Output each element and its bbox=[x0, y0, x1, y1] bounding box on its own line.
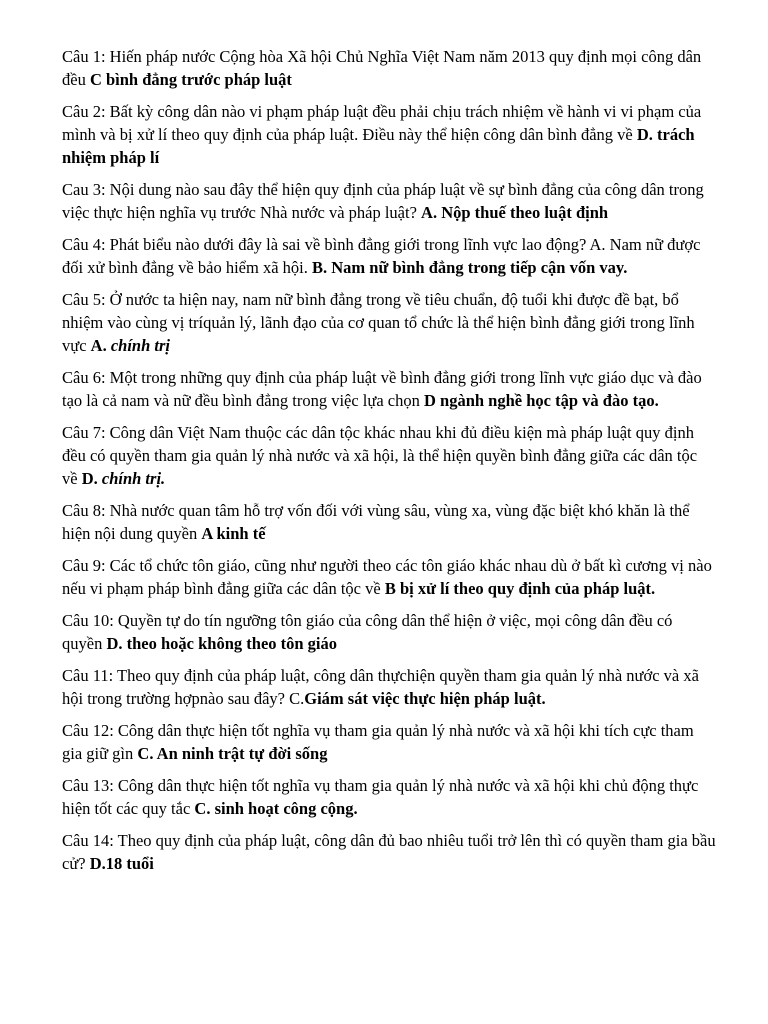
question-answer: B. Nam nữ bình đẳng trong tiếp cận vốn vay. bbox=[311, 258, 628, 277]
question-answer: C. sinh hoạt công cộng. bbox=[194, 799, 358, 818]
question-answer-italic: chính trị. bbox=[101, 469, 166, 488]
question-answer: D.18 tuổi bbox=[89, 854, 154, 873]
question-answer: C. An ninh trật tự đời sống bbox=[137, 744, 328, 763]
question-1 bbox=[62, 45, 716, 91]
question-answer: D. theo hoặc không theo tôn giáo bbox=[106, 634, 338, 653]
question-11 bbox=[62, 664, 716, 710]
question-9 bbox=[62, 554, 716, 600]
question-answer: Giám sát việc thực hiện pháp luật. bbox=[304, 689, 546, 708]
question-text: Cau 3: Nội dung nào sau đây thể hiện quy định của pháp luật về sự bình đẳng của công dân trong việc thực hiện nghĩa vụ trước Nhà nước và pháp luật? bbox=[62, 180, 704, 222]
question-text: Câu 2: Bất kỳ công dân nào vi phạm pháp luật đều phải chịu trách nhiệm về hành vi vi phạm của mình và bị xử lí theo quy định của pháp luật. Điều này thể hiện công dân bình đẳng về bbox=[62, 102, 702, 144]
question-text: Câu 13: Công dân thực hiện tốt nghĩa vụ tham gia quản lý nhà nước và xã hội khi chủ động thực hiện tốt các quy tắc bbox=[62, 776, 699, 818]
question-6 bbox=[62, 366, 716, 412]
question-7 bbox=[62, 421, 716, 490]
question-text: Câu 6: Một trong những quy định của pháp luật về bình đẳng giới trong lĩnh vực giáo dục và đào tạo là cả nam và nữ đều bình đẳng trong việc lựa chọn bbox=[62, 368, 702, 410]
question-10 bbox=[62, 609, 716, 655]
question-answer: D ngành nghề học tập và đào tạo. bbox=[423, 391, 659, 410]
question-answer: A. bbox=[90, 336, 111, 355]
question-answer: D. trách nhiệm pháp lí bbox=[62, 125, 695, 167]
question-text: Câu 1: Hiến pháp nước Cộng hòa Xã hội Chủ Nghĩa Việt Nam năm 2013 quy định mọi công dân đều bbox=[62, 47, 702, 89]
question-answer-italic: chính trị bbox=[110, 336, 170, 355]
question-text: Câu 8: Nhà nước quan tâm hỗ trợ vốn đối với vùng sâu, vùng xa, vùng đặc biệt khó khăn là thể hiện nội dung quyền bbox=[62, 501, 690, 543]
question-answer: C bình đẳng trước pháp luật bbox=[89, 70, 292, 89]
question-answer: D. bbox=[81, 469, 102, 488]
question-12 bbox=[62, 719, 716, 765]
question-14 bbox=[62, 829, 716, 875]
question-answer: B bị xử lí theo quy định của pháp luật. bbox=[384, 579, 656, 598]
question-text: Câu 4: Phát biểu nào dưới đây là sai về bình đẳng giới trong lĩnh vực lao động? A. Nam nữ được đối xử bình đẳng về bảo hiểm xã hội. bbox=[62, 235, 701, 277]
question-2 bbox=[62, 100, 716, 169]
question-text: Câu 11: Theo quy định của pháp luật, công dân thựchiện quyền tham gia quản lý nhà nước và xã hội trong trường hợpnào sau đây? C. bbox=[62, 666, 699, 708]
question-answer: A kinh tế bbox=[201, 524, 266, 543]
question-text: Câu 5: Ở nước ta hiện nay, nam nữ bình đẳng trong về tiêu chuẩn, độ tuổi khi được đề bạt, bổ nhiệm vào cùng vị tríquản lý, lãnh đạo của cơ quan tổ chức là thể hiện bình đẳng giới trong lĩnh vực bbox=[62, 290, 695, 355]
question-text: Câu 9: Các tổ chức tôn giáo, cũng như người theo các tôn giáo khác nhau dù ở bất kì cương vị nào nếu vi phạm pháp bình đẳng giữa các dân tộc về bbox=[62, 556, 712, 598]
question-text: Câu 14: Theo quy định của pháp luật, công dân đủ bao nhiêu tuổi trở lên thì có quyền tham gia bầu cử? bbox=[62, 831, 716, 873]
question-8 bbox=[62, 499, 716, 545]
question-text: Câu 7: Công dân Việt Nam thuộc các dân tộc khác nhau khi đủ điều kiện mà pháp luật quy định đều có quyền tham gia quản lý nhà nước và xã hội, là thể hiện quyền bình đẳng giữa các dân tộc về bbox=[62, 423, 698, 488]
question-5 bbox=[62, 288, 716, 357]
question-3 bbox=[62, 178, 716, 224]
question-text: Câu 12: Công dân thực hiện tốt nghĩa vụ tham gia quản lý nhà nước và xã hội khi tích cực tham gia giữ gìn bbox=[62, 721, 694, 763]
question-13 bbox=[62, 774, 716, 820]
question-text: Câu 10: Quyền tự do tín ngưỡng tôn giáo của công dân thể hiện ở việc, mọi công dân đều có quyền bbox=[62, 611, 673, 653]
question-4 bbox=[62, 233, 716, 279]
question-answer: A. Nộp thuế theo luật định bbox=[421, 203, 609, 222]
